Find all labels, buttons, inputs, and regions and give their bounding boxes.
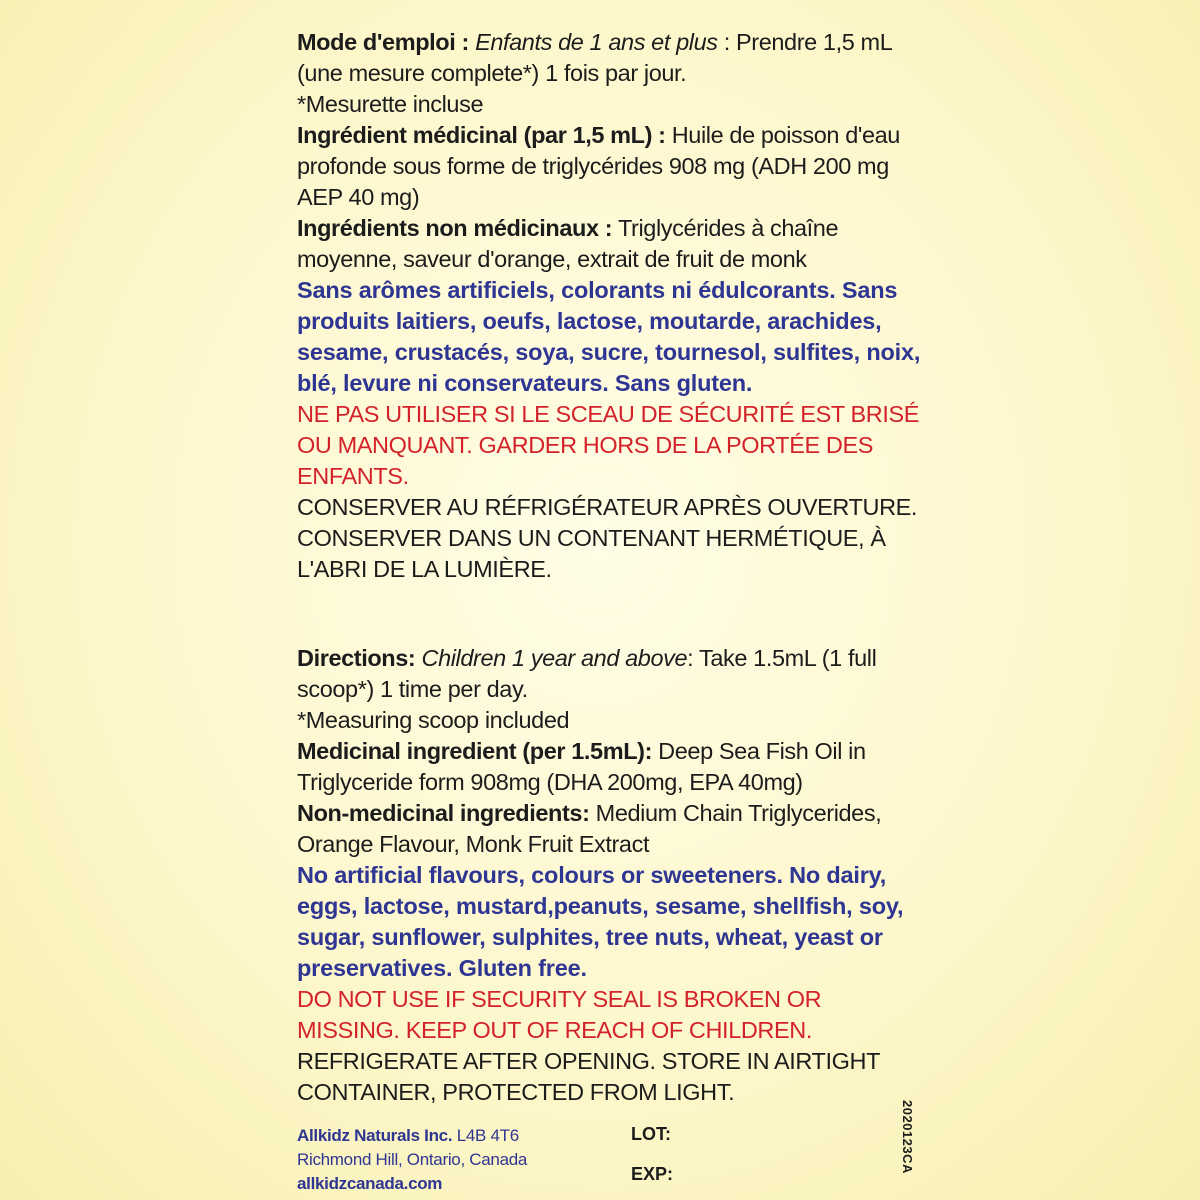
french-section bbox=[297, 27, 922, 585]
fr-nonmedicinal-text: Triglycérides à chaîne moyenne, saveur d'orange, extrait de fruit de monk bbox=[297, 215, 839, 272]
company-address bbox=[297, 1124, 527, 1196]
fr-medicinal-label: Ingrédient médicinal (par 1,5 mL) : bbox=[297, 122, 666, 148]
fr-medicinal bbox=[297, 120, 922, 213]
english-section bbox=[297, 643, 922, 1108]
fr-directions bbox=[297, 27, 922, 89]
en-directions-age: Children 1 year and above bbox=[421, 645, 688, 671]
fr-medicinal-text: Huile de poisson d'eau profonde sous forme de triglycérides 908 mg (ADH 200 mg AEP 40 mg) bbox=[297, 122, 900, 210]
en-nonmedicinal bbox=[297, 798, 922, 860]
fr-nonmedicinal bbox=[297, 213, 922, 275]
fr-free-from: Sans arômes artificiels, colorants ni édulcorants. Sans produits laitiers, oeufs, lactose, moutarde, arachides, sesame, crustacés, soya, sucre, tournesol, sulfites, noix, blé, levure ni conservateurs. Sans gluten. bbox=[297, 277, 921, 396]
company-name: Allkidz Naturals Inc. bbox=[297, 1126, 453, 1145]
fr-directions-label: Mode d'emploi : bbox=[297, 29, 469, 55]
en-scoop-note: *Measuring scoop included bbox=[297, 707, 570, 733]
en-free-from: No artificial flavours, colours or sweeteners. No dairy, eggs, lactose, mustard,peanuts, sesame, shellfish, soy, sugar, sunflower, sulphites, tree nuts, wheat, yeast or preservatives. Gluten free. bbox=[297, 862, 904, 981]
product-code: 2020123CA bbox=[900, 1100, 915, 1174]
en-storage: REFRIGERATE AFTER OPENING. STORE IN AIRTIGHT CONTAINER, PROTECTED FROM LIGHT. bbox=[297, 1048, 880, 1105]
en-medicinal bbox=[297, 736, 922, 798]
company-city: Richmond Hill, Ontario, Canada bbox=[297, 1150, 528, 1169]
fr-directions-age: Enfants de 1 ans et plus bbox=[475, 29, 718, 55]
postal-code: L4B 4T6 bbox=[456, 1126, 519, 1145]
en-directions-label: Directions: bbox=[297, 645, 416, 671]
lot-label: LOT: bbox=[631, 1124, 671, 1144]
fr-warning: NE PAS UTILISER SI LE SCEAU DE SÉCURITÉ EST BRISÉ OU MANQUANT. GARDER HORS DE LA PORTÉE DES ENFANTS. bbox=[297, 401, 920, 489]
fr-scoop-note: *Mesurette incluse bbox=[297, 91, 484, 117]
en-nonmedicinal-label: Non-medicinal ingredients: bbox=[297, 800, 590, 826]
fr-nonmedicinal-label: Ingrédients non médicinaux : bbox=[297, 215, 613, 241]
en-directions bbox=[297, 643, 922, 705]
en-warning: DO NOT USE IF SECURITY SEAL IS BROKEN OR MISSING. KEEP OUT OF REACH OF CHILDREN. bbox=[297, 986, 822, 1043]
en-directions-text: : Take 1.5mL (1 full scoop*) 1 time per day. bbox=[297, 645, 877, 702]
fr-storage: CONSERVER AU RÉFRIGÉRATEUR APRÈS OUVERTURE. CONSERVER DANS UN CONTENANT HERMÉTIQUE, À L'ABRI DE LA LUMIÈRE. bbox=[297, 494, 918, 582]
en-medicinal-label: Medicinal ingredient (per 1.5mL): bbox=[297, 738, 653, 764]
exp-label: EXP: bbox=[631, 1164, 674, 1184]
en-nonmedicinal-text: Medium Chain Triglycerides, Orange Flavour, Monk Fruit Extract bbox=[297, 800, 882, 857]
fr-directions-text: : Prendre 1,5 mL (une mesure complete*) 1 fois par jour. bbox=[297, 29, 892, 86]
en-medicinal-text: Deep Sea Fish Oil in Triglyceride form 908mg (DHA 200mg, EPA 40mg) bbox=[297, 738, 866, 795]
company-website: allkidzcanada.com bbox=[297, 1174, 443, 1193]
